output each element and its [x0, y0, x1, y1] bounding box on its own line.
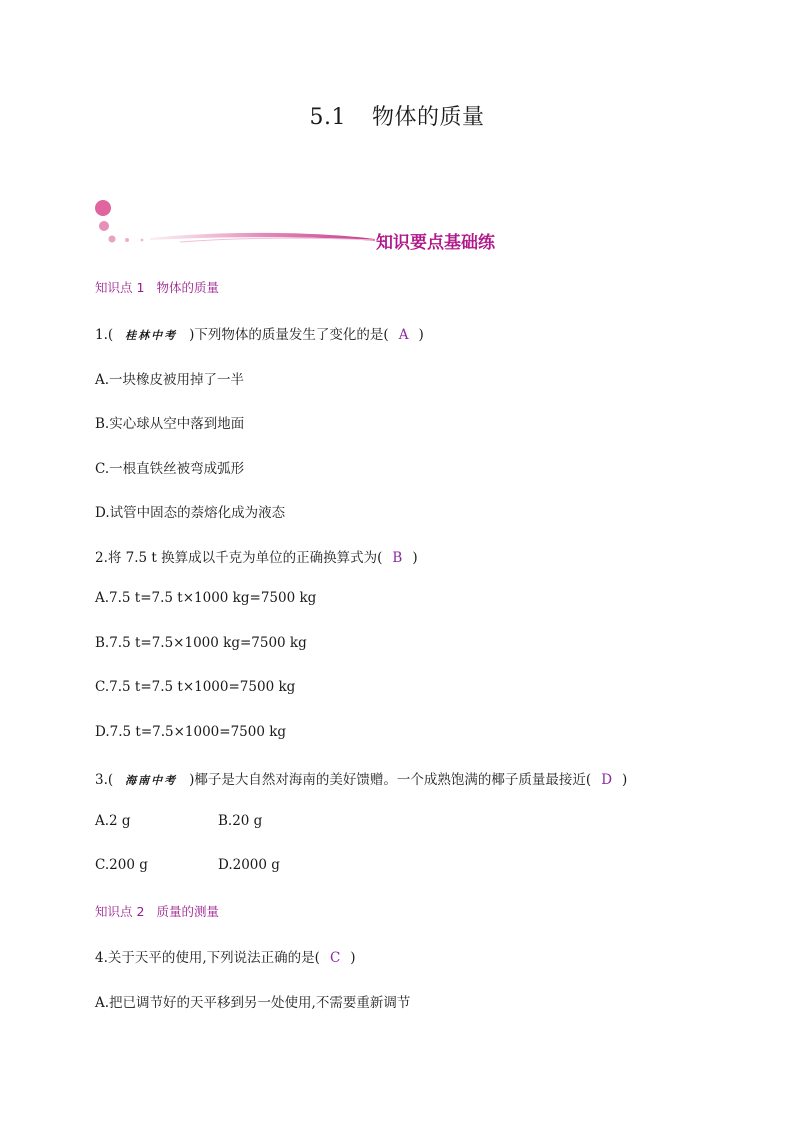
- question-2-option-d: D.7.5 t=7.5×1000=7500 kg: [95, 724, 287, 740]
- question-2-option-c: C.7.5 t=7.5 t×1000=7500 kg: [95, 679, 296, 695]
- question-2-stem: 2.将 7.5 t 换算成以千克为单位的正确换算式为( B ): [95, 550, 418, 566]
- question-3-stem: 3.( 海南中考 )椰子是大自然对海南的美好馈赠。一个成熟饱满的椰子质量最接近( D ): [95, 772, 628, 788]
- question-4-stem: 4.关于天平的使用,下列说法正确的是( C ): [95, 950, 356, 966]
- question-1-option-a: A.一块橡皮被用掉了一半: [95, 372, 245, 388]
- banner-dot-tiny-2: [141, 239, 144, 242]
- question-2-option-b: B.7.5 t=7.5×1000 kg=7500 kg: [95, 635, 307, 651]
- question-2-option-a: A.7.5 t=7.5 t×1000 kg=7500 kg: [95, 590, 317, 606]
- question-2-answer: B: [392, 550, 403, 566]
- question-3-option-a: A.2 g: [95, 813, 131, 829]
- section-heading-2: 知识点 2 质量的测量: [95, 904, 219, 919]
- question-3-option-d: D.2000 g: [218, 857, 280, 873]
- banner-swoosh: [150, 233, 375, 241]
- banner-label: 知识要点基础练: [376, 233, 495, 253]
- title-number: 5.1: [309, 105, 346, 130]
- question-3-source: 海南中考: [125, 774, 178, 787]
- page-title: [0, 100, 794, 131]
- question-1-option-d: D.试管中固态的萘熔化成为液态: [95, 505, 286, 521]
- question-1-answer: A: [398, 327, 409, 343]
- section-heading-1: 知识点 1 物体的质量: [95, 280, 219, 295]
- question-3-option-c: C.200 g: [95, 857, 148, 873]
- question-4-option-a: A.把已调节好的天平移到另一处使用,不需要重新调节: [95, 995, 411, 1011]
- question-4-answer: C: [329, 950, 341, 966]
- question-1-option-b: B.实心球从空中落到地面: [95, 416, 245, 432]
- question-1-stem: 1.( 桂林中考 )下列物体的质量发生了变化的是( A ): [95, 327, 424, 343]
- banner-dot-large: [95, 200, 111, 216]
- banner-dot-small: [109, 236, 116, 243]
- question-3-option-b: B.20 g: [218, 813, 263, 829]
- banner-dot-tiny-1: [125, 238, 129, 242]
- question-1-option-c: C.一根直铁丝被弯成弧形: [95, 461, 245, 477]
- title-text: 物体的质量: [371, 105, 485, 130]
- question-1-source: 桂林中考: [125, 329, 178, 342]
- question-3-answer: D: [601, 772, 613, 788]
- banner-dot-medium: [99, 221, 109, 231]
